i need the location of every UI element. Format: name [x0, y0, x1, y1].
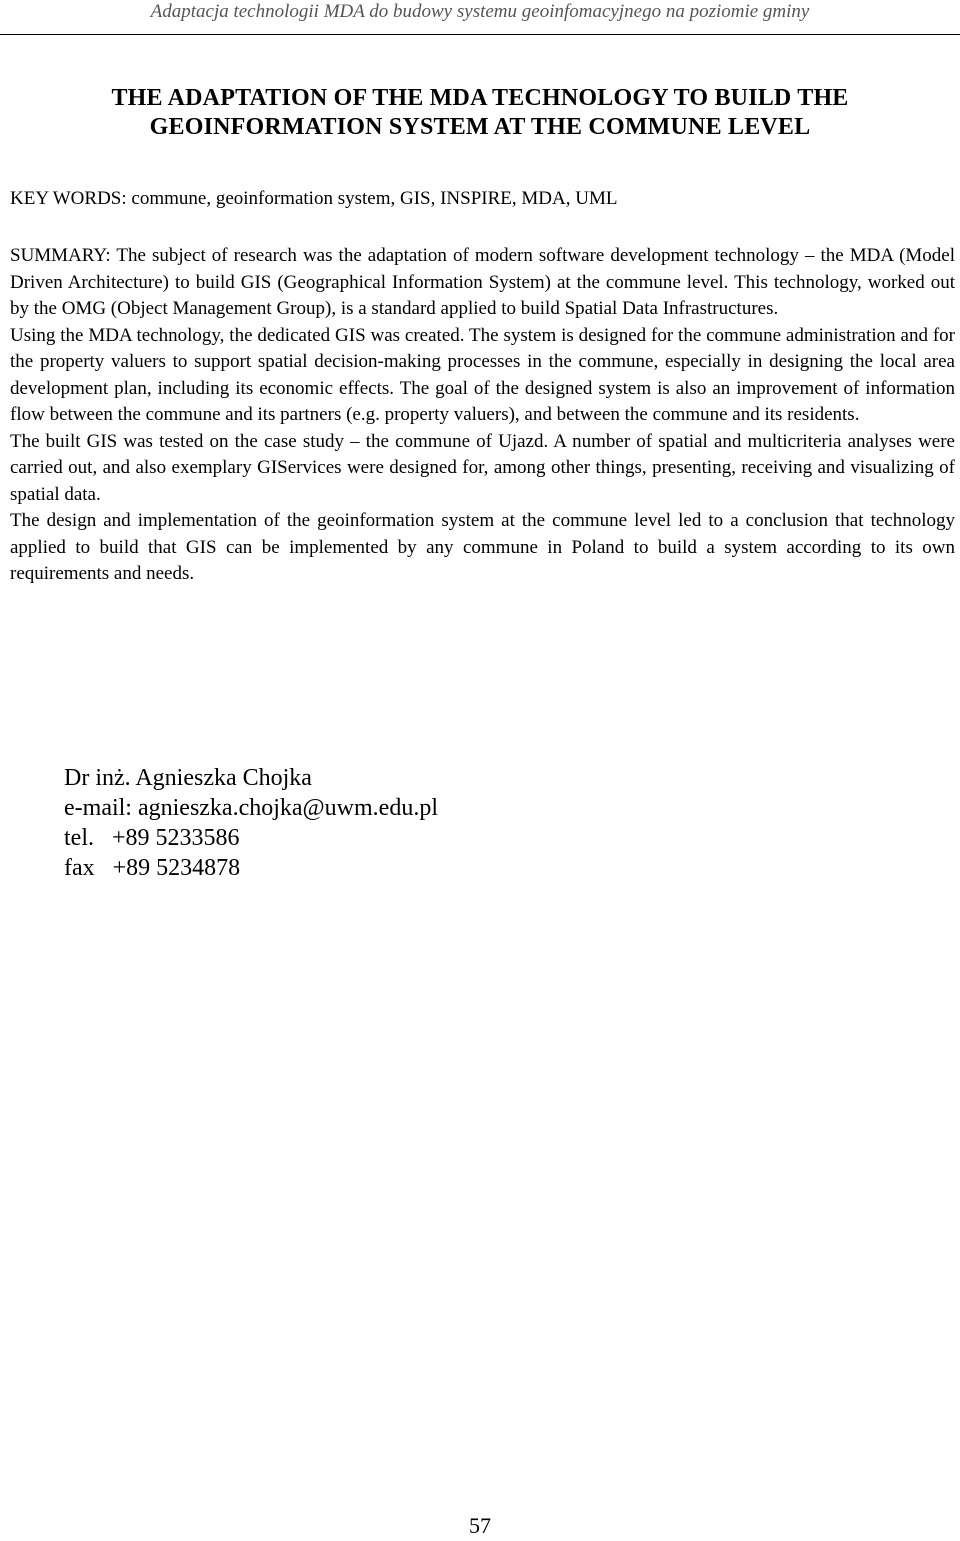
- summary-paragraph-3: The built GIS was tested on the case study – the commune of Ujazd. A number of spatial and multicriteria analyses were carried out, and also exemplary GIServices were designed for, among other things, presenting, receiving and visualizing of spatial data.: [10, 430, 955, 505]
- summary: [10, 243, 955, 588]
- header-divider: [0, 34, 960, 35]
- keywords: KEY WORDS: commune, geoinformation system, GIS, INSPIRE, MDA, UML: [10, 188, 618, 209]
- author-email: e-mail: agnieszka.chojka@uwm.edu.pl: [64, 795, 438, 821]
- summary-paragraph-1: SUMMARY: The subject of research was the adaptation of modern software development technology – the MDA (Model Driven Architecture) to build GIS (Geographical Information System) at the commune level. This technology, worked out by the OMG (Object Management Group), is a standard applied to build Spatial Data Infrastructures.: [10, 245, 955, 319]
- paper-title-line-1: THE ADAPTATION OF THE MDA TECHNOLOGY TO BUILD THE: [111, 85, 849, 111]
- page-number: 57: [469, 1513, 491, 1538]
- author-fax: fax +89 5234878: [64, 855, 241, 881]
- author-phone: tel. +89 5233586: [64, 825, 240, 851]
- author-contact: [64, 763, 664, 883]
- paper-title: [0, 84, 960, 142]
- paper-title-line-2: GEOINFORMATION SYSTEM AT THE COMMUNE LEVEL: [149, 114, 811, 140]
- running-header: Adaptacja technologii MDA do budowy systemu geoinfomacyjnego na poziomie gminy: [150, 1, 810, 22]
- summary-paragraph-2: Using the MDA technology, the dedicated GIS was created. The system is designed for the commune administration and for the property valuers to support spatial decision-making processes in the commune, especially in designing the local area development plan, including its economic effects. The goal of the designed system is also an improvement of information flow between the commune and its partners (e.g. property valuers), and between the commune and its residents.: [10, 324, 955, 425]
- summary-paragraph-4: The design and implementation of the geoinformation system at the commune level led to a conclusion that technology applied to build that GIS can be implemented by any commune in Poland to build a system according to its own requirements and needs.: [10, 510, 955, 584]
- author-name: Dr inż. Agnieszka Chojka: [64, 765, 312, 791]
